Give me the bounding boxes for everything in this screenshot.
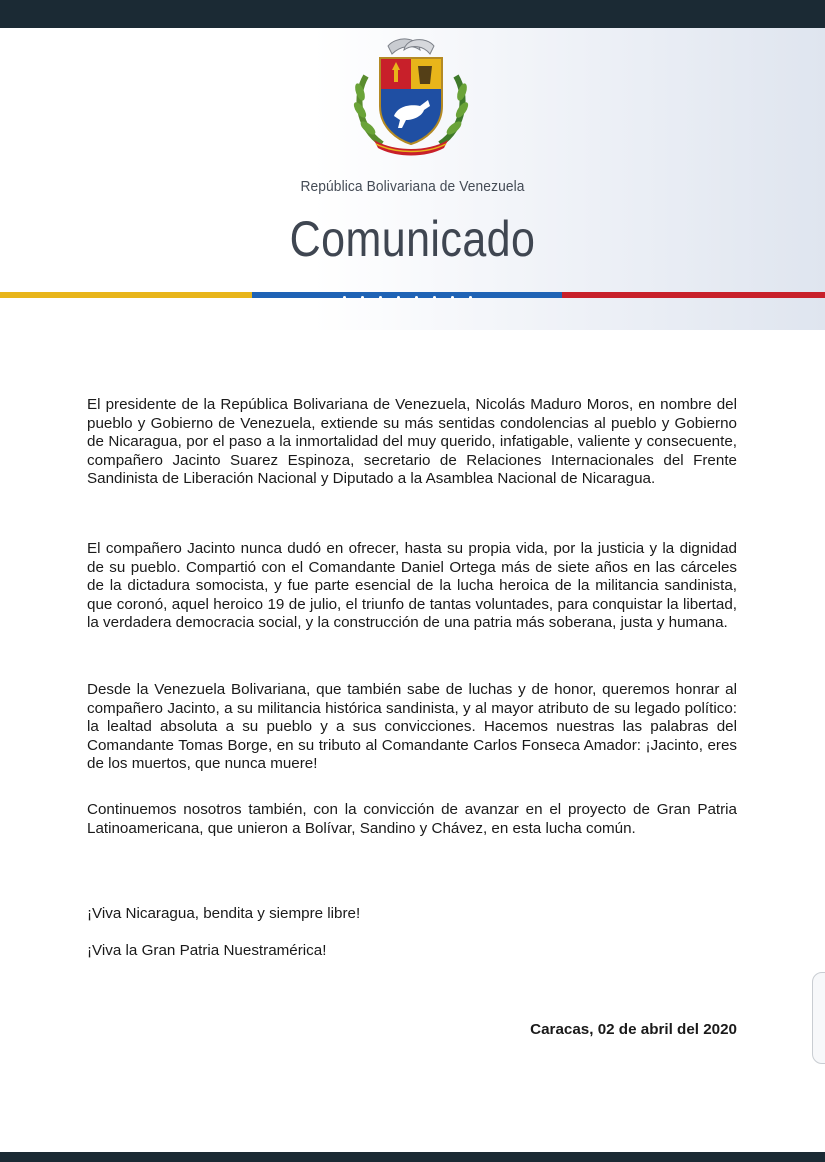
top-bar [0, 0, 825, 28]
star-icon [469, 296, 472, 299]
star-icon [415, 296, 418, 299]
bottom-bar [0, 1152, 825, 1162]
place-and-date: Caracas, 02 de abril del 2020 [530, 1021, 737, 1038]
slogan-nicaragua: ¡Viva Nicaragua, bendita y siempre libre! [87, 905, 361, 922]
document-title: Comunicado [289, 211, 536, 267]
coat-of-arms-icon [348, 36, 474, 160]
paragraph-honor: Desde la Venezuela Bolivariana, que también sabe de luchas y de honor, queremos honrar al compañero Jacinto, a su militancia histórica sandinista, y al mayor atributo de su legado político: la lealtad absoluta a su pueblo y a sus convicciones. Hacemos nuestras las palabras del Comandante Tomas Borge, en su tributo al Comandante Carlos Fonseca Amador: ¡Jacinto, eres de los muertos, que nunca muere! [87, 681, 737, 773]
star-icon [379, 296, 382, 299]
flag-stars [335, 289, 485, 301]
flag-stripe-yellow [0, 292, 252, 298]
slogan-patria: ¡Viva la Gran Patria Nuestramérica! [87, 942, 327, 959]
star-icon [361, 296, 364, 299]
paragraph-tribute: El compañero Jacinto nunca dudó en ofrecer, hasta su propia vida, por la justicia y la dignidad de su pueblo. Compartió con el Comandante Daniel Ortega más de siete años en las cárceles de la dictadura somocista, y fue parte esencial de la lucha heroica de la militancia sandinista, que coronó, aquel heroico 19 de julio, el triunfo de tantas voluntades, para conquistar la libertad, la verdadera democracia social, y la construcción de una patria más soberana, justa y humana. [87, 540, 737, 632]
star-icon [343, 296, 346, 299]
side-panel-handle[interactable] [812, 972, 825, 1064]
star-icon [451, 296, 454, 299]
paragraph-condolences: El presidente de la República Bolivariana de Venezuela, Nicolás Maduro Moros, en nombre del pueblo y Gobierno de Venezuela, extiende su más sentidas condolencias al pueblo y Gobierno de Nicaragua, por el paso a la inmortalidad del muy querido, infatigable, valiente y consecuente, compañero Jacinto Suarez Espinoza, secretario de Relaciones Internacionales del Frente Sandinista de Liberación Nacional y Diputado a la Asamblea Nacional de Nicaragua. [87, 396, 737, 488]
star-icon [397, 296, 400, 299]
flag-stripe-red [562, 292, 825, 298]
star-icon [433, 296, 436, 299]
republic-name: República Bolivariana de Venezuela [300, 178, 525, 195]
paragraph-commitment: Continuemos nosotros también, con la convicción de avanzar en el proyecto de Gran Patria Latinoamericana, que unieron a Bolívar, Sandino y Chávez, en esta lucha común. [87, 801, 737, 837]
